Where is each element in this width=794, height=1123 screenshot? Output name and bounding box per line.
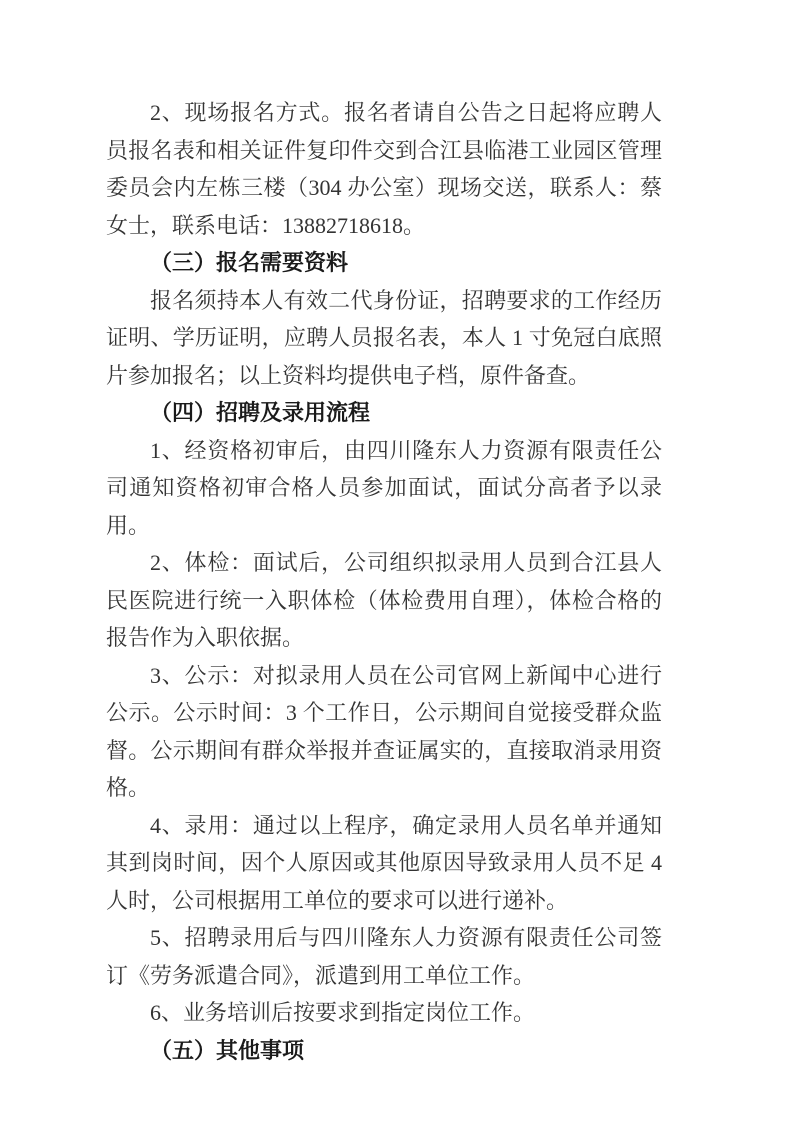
paragraph-step-2-physical-exam: 2、体检：面试后，公司组织拟录用人员到合江县人民医院进行统一入职体检（体检费用自理），体检合格的报告作为入职依据。 [106, 550, 662, 650]
paragraph-onsite-registration: 2、现场报名方式。报名者请自公告之日起将应聘人员报名表和相关证件复印件交到合江县临港工业园区管理委员会内左栋三楼（304 办公室）现场交送，联系人：蔡女士，联系电话：13882718618。 [106, 100, 662, 238]
paragraph-step-3-publicity: 3、公示：对拟录用人员在公司官网上新闻中心进行公示。公示时间：3 个工作日，公示期间自觉接受群众监督。公示期间有群众举报并查证属实的，直接取消录用资格。 [106, 662, 662, 800]
heading-recruitment-process: （四）招聘及录用流程 [150, 400, 371, 425]
document-content [106, 94, 662, 1069]
paragraph-step-4-hiring: 4、录用：通过以上程序，确定录用人员名单并通知其到岗时间，因个人原因或其他原因导致录用人员不足 4 人时，公司根据用工单位的要求可以进行递补。 [106, 812, 662, 913]
paragraph-step-6-training: 6、业务培训后按要求到指定岗位工作。 [150, 1000, 536, 1025]
heading-registration-materials: （三）报名需要资料 [150, 250, 349, 275]
paragraph-step-5-labor-contract: 5、招聘录用后与四川隆东人力资源有限责任公司签订《劳务派遣合同》，派遣到用工单位工作。 [106, 925, 662, 988]
heading-other-matters: （五）其他事项 [150, 1037, 305, 1063]
paragraph-step-1-qualification-review: 1、经资格初审后，由四川隆东人力资源有限责任公司通知资格初审合格人员参加面试，面试分高者予以录用。 [106, 437, 662, 538]
paragraph-registration-materials: 报名须持本人有效二代身份证，招聘要求的工作经历证明、学历证明，应聘人员报名表，本人 1 寸免冠白底照片参加报名；以上资料均提供电子档，原件备查。 [106, 287, 662, 388]
